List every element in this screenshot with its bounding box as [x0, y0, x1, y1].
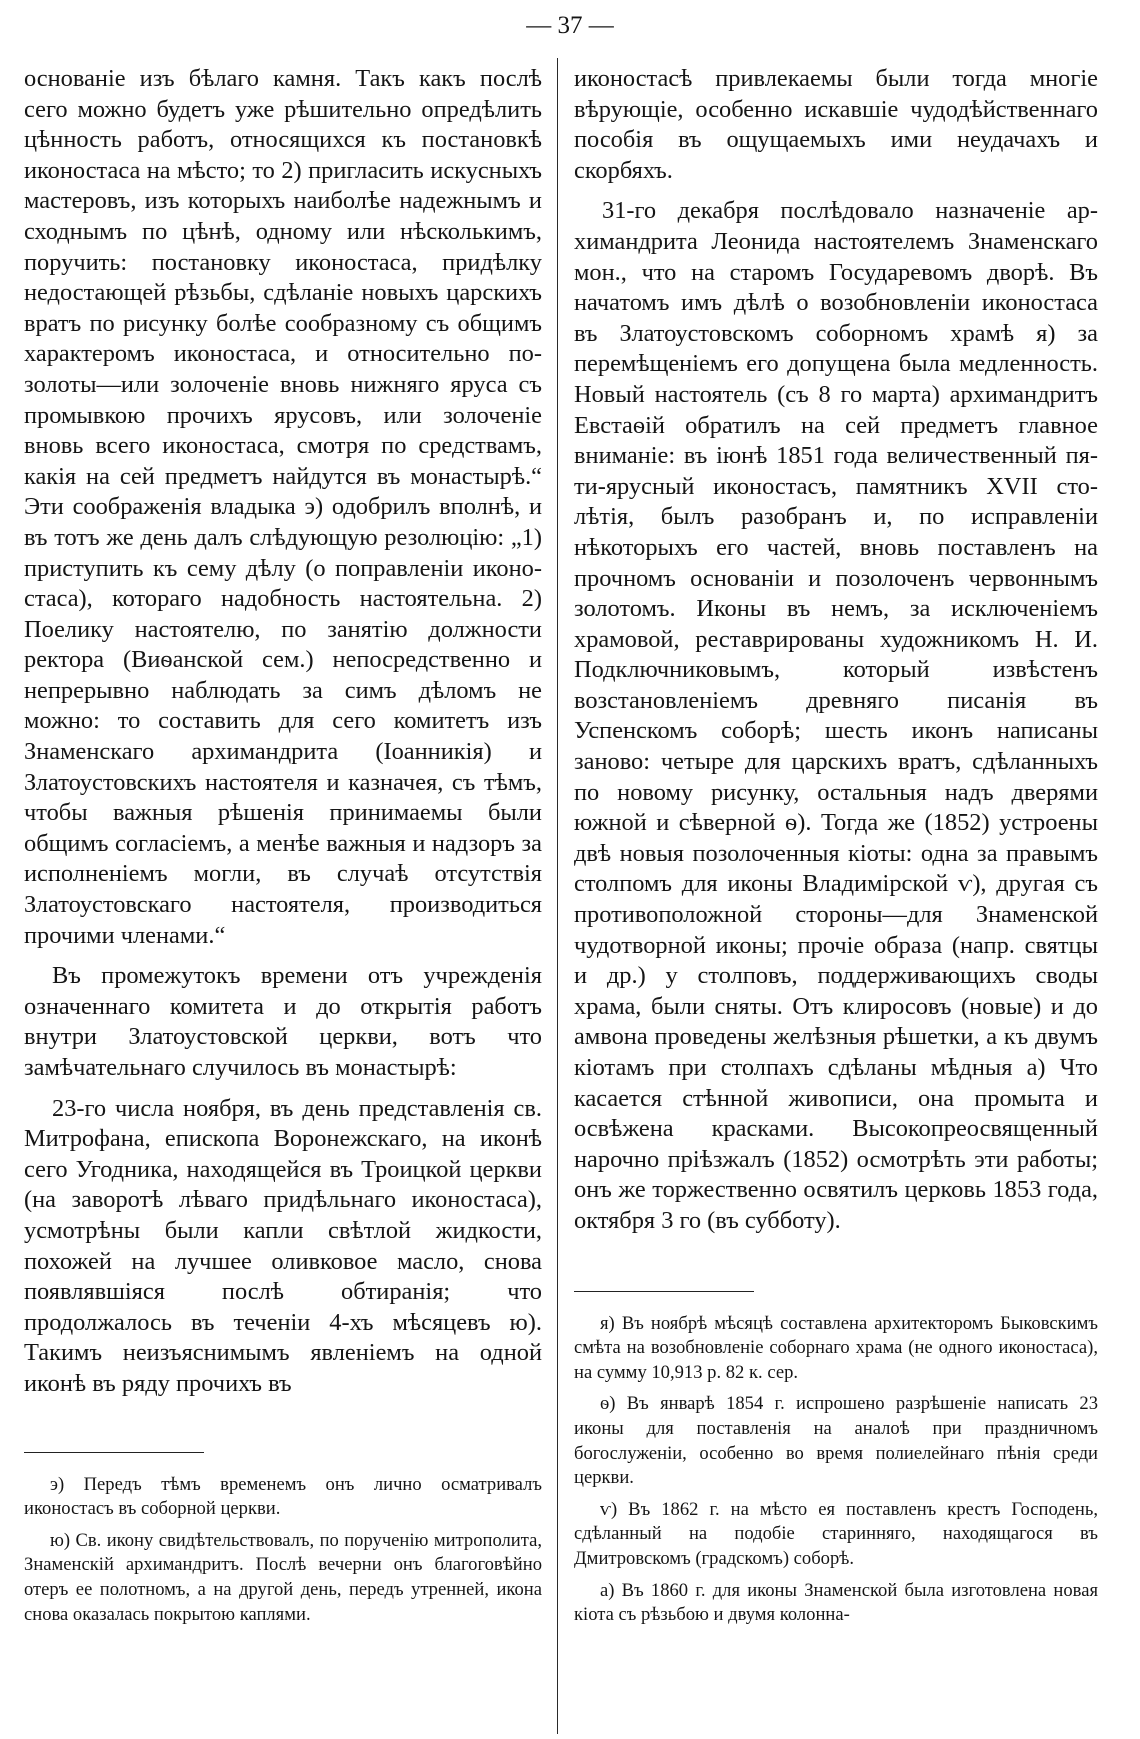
right-footnote-ya: я) Въ ноябрѣ мѣсяцѣ составлена архитекторомъ Быковскимъ смѣта на возобновленіе соборнаго храма (не одного иконостаса), на сумму 10,913 р. 82 к. сер. — [574, 1312, 1098, 1383]
left-paragraph-1: основаніе изъ бѣлаго камня. Такъ какъ послѣ сего можно будетъ уже рѣшительно опредѣлить цѣнность работъ, относящихся къ постановкѣ иконостаса на мѣсто; то 2) пригласить искусныхъ мастеровъ, изъ которыхъ наиболѣе надежнымъ и сходнымъ по цѣнѣ, одному или нѣсколькимъ, поручить: постановку иконостаса, придѣлку недостающей рѣзьбы, сдѣланіе новыхъ царскихъ вратъ по рисунку болѣе сообразному съ общимъ характеромъ иконостаса, и относительно позолоты—или золоченіе вновь нижняго яруса съ промывкою прочихъ ярусовъ, или золоченіе вновь всего иконостаса, смотря по средствамъ, какія на сей предметъ найдутся въ монастырѣ.“ Эти соображенія владыка э) одобрилъ вполнѣ, и въ тотъ же день далъ слѣдующую резолюцію: „1) приступить къ сему дѣлу (о поправленіи иконостаса), котораго надобность настоятельна. 2) Поелику настоятелю, по занятію должности ректора (Виѳанской сем.) непосредственно и непрерывно наблюдать за симъ дѣломъ не можно: то составить для сего комитетъ изъ Знаменскаго архимандрита (Іоанникія) и Златоустовскихъ настоятеля и казначея, съ тѣмъ, чтобы важныя рѣшенія принимаемы были общимъ согласіемъ, а менѣе важныя и надзоръ за исполненіемъ могли, въ случаѣ отсутствія Златоустовскаго настоятеля, производиться прочими членами.“ — [24, 65, 542, 949]
right-column — [574, 64, 1098, 1635]
left-paragraph-3: 23-го числа ноября, въ день представленія св. Митрофана, епископа Воронежскаго, на иконѣ сего Угодника, находящейся въ Троицкой церкви (на заворотѣ лѣваго придѣльнаго иконостаса), усмотрѣны были капли свѣтлой жидкости, похожей на лучшее оливковое масло, снова появлявшіяся послѣ обтиранія; что продолжалось въ теченіи 4-хъ мѣсяцевъ ю). Такимъ неизъяснимымъ явленіемъ на одной иконѣ въ ряду прочихъ въ — [24, 1094, 542, 1397]
right-footnote-izhitsa: ѵ) Въ 1862 г. на мѣсто ея поставленъ крестъ Господень, сдѣланный на подобіе старинняго, находящагося въ Дмитровскомъ (градскомъ) соборѣ. — [574, 1498, 1098, 1569]
column-divider — [557, 58, 558, 1734]
left-column — [24, 64, 542, 1634]
right-footnote-a: а) Въ 1860 г. для иконы Знаменской была изготовлена новая кіота съ рѣзьбою и двумя колонна- — [574, 1579, 1098, 1626]
right-paragraph-2: 31-го декабря послѣдовало назначеніе архимандрита Леонида настоятелемъ Знаменскаго мон., что на старомъ Государевомъ дворѣ. Въ начатомъ имъ дѣлѣ о возобновленіи иконостаса въ Златоустовскомъ соборномъ храмѣ я) за перемѣщеніемъ его допущена была медленность. Новый настоятель (съ 8 го марта) архимандритъ Евстаѳій обратилъ на сей предметъ главное вниманіе: въ іюнѣ 1851 года величественный пяти-ярусный иконостасъ, памятникъ XVII столѣтія, былъ разобранъ и, по исправленіи нѣкоторыхъ его частей, вновь поставленъ на прочномъ основаніи и позолоченъ червоннымъ золотомъ. Иконы въ немъ, за исключеніемъ храмовой, реставрированы художникомъ Н. И. Подключниковымъ, который извѣстенъ возстановленіемъ древняго писанія въ Успенскомъ соборѣ; шесть иконъ написаны заново: четыре для царскихъ вратъ, сдѣланныхъ по новому рисунку, остальныя надъ дверями южной и сѣверной ѳ). Тогда же (1852) устроены двѣ новыя позолоченныя кіоты: одна за правымъ столпомъ для иконы Владимірской ѵ), другая съ противоположной стороны—для Знаменской чудотворной иконы; прочіе образа (напр. святцы и др.) у столповъ, поддерживающихъ своды храма, были сняты. Отъ клиросовъ (новые) и до амвона проведены желѣзныя рѣшетки, а къ двумъ кіотамъ при столпахъ сдѣланы мѣдныя а) Что касается стѣнной живописи, она промыта и освѣжена красками. Высокопреосвященный нарочно пріѣзжалъ (1852) осмотрѣть эти работы; онъ же торжественно освятилъ церковь 1853 года, октября 3 го (въ субботу). — [574, 197, 1098, 1234]
left-footnote-yu: ю) Св. икону свидѣтельствовалъ, по порученію митрополита, Знаменскій архимандритъ. Послѣ вечерни онъ благоговѣйно отеръ ее полотномъ, а на другой день, передъ утренней, икона снова оказалась покрытою каплями. — [24, 1529, 542, 1625]
right-paragraph-1: иконостасѣ привлекаемы были тогда многіе вѣрующіе, особенно искавшіе чудодѣйственнаго пособія въ ощущаемыхъ ими неудачахъ и скорбяхъ. — [574, 65, 1098, 184]
right-footnote-rule — [574, 1291, 754, 1292]
left-paragraph-2: Въ промежутокъ времени отъ учрежденія означеннаго комитета и до открытія работъ внутри Златоустовской церкви, вотъ что замѣчательнаго случилось въ монастырѣ: — [24, 962, 542, 1081]
right-footnote-fita: ѳ) Въ январѣ 1854 г. испрошено разрѣшеніе написать 23 иконы для поставленія на аналоѣ при праздничномъ богослуженіи, особенно во время полиелейнаго пѣнія среди церкви. — [574, 1393, 1098, 1489]
left-footnote-e: э) Передъ тѣмъ временемъ онъ лично осматривалъ иконостасъ въ соборной церкви. — [24, 1473, 542, 1520]
left-footnote-rule — [24, 1452, 204, 1453]
page-number: — 37 — — [526, 12, 614, 39]
